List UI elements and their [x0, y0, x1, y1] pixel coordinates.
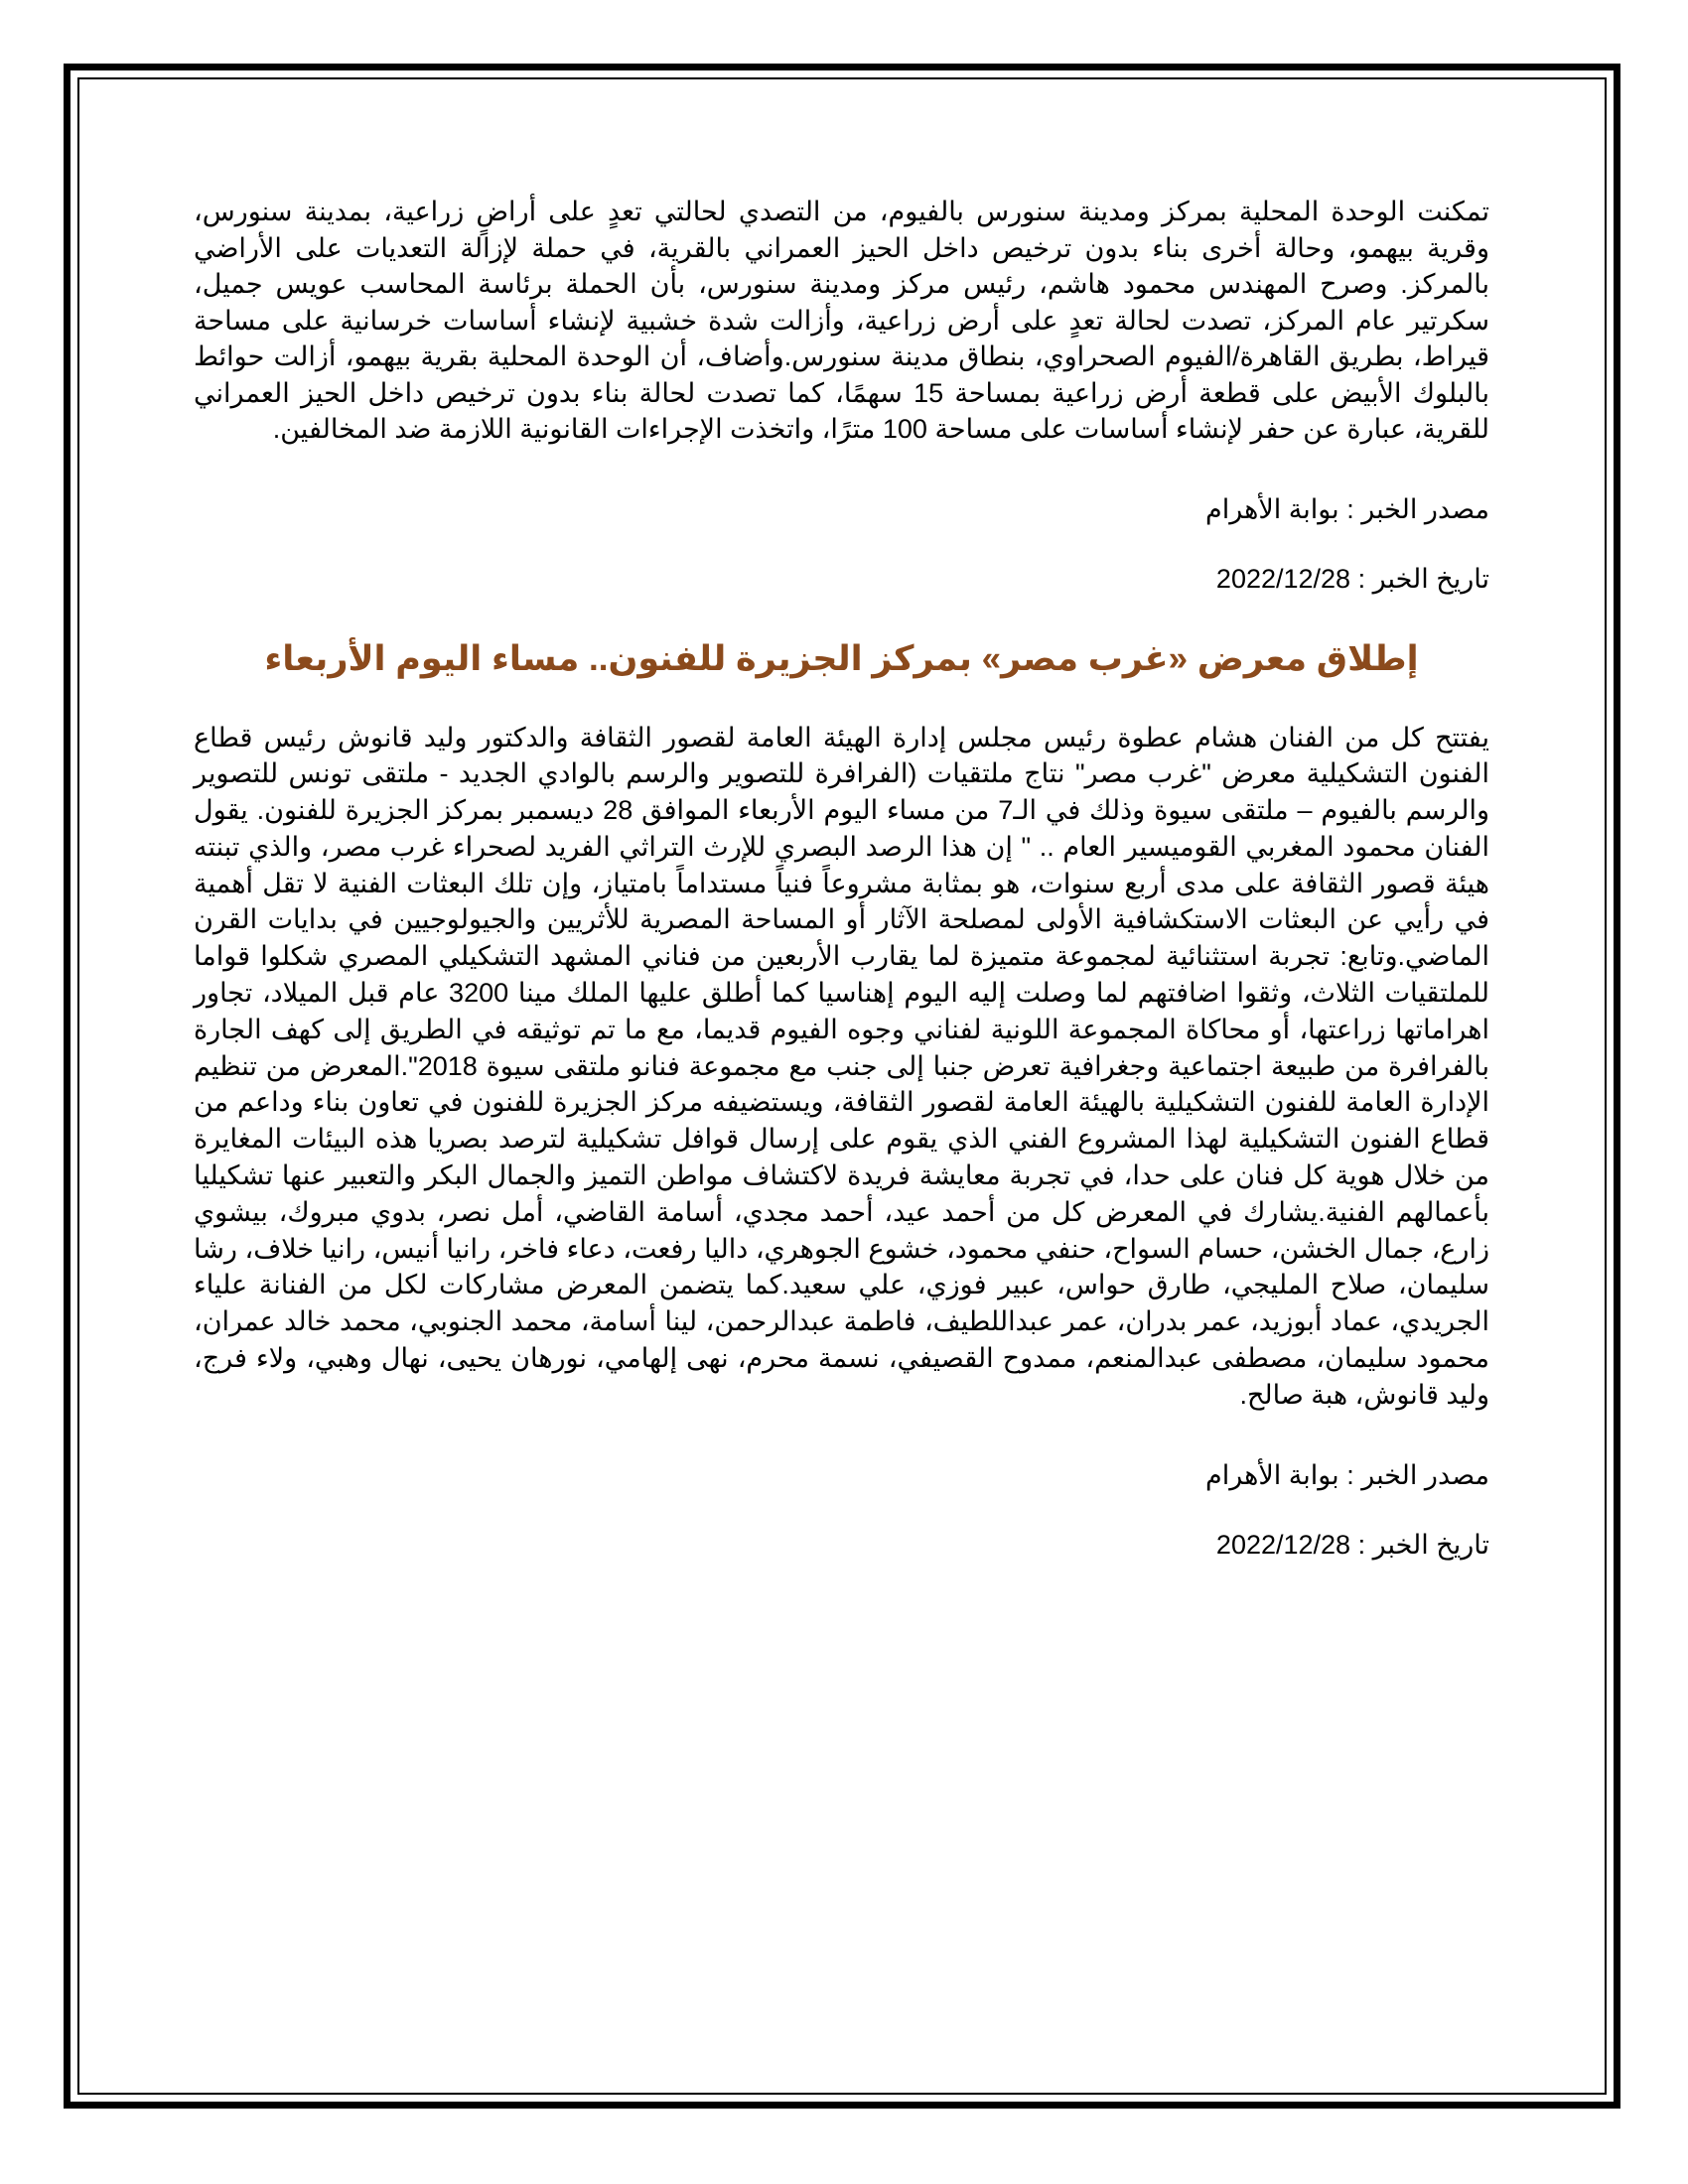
document-content	[194, 194, 1489, 1563]
article-1-source-value: بوابة الأهرام	[1204, 493, 1339, 524]
article-2-date	[194, 1527, 1489, 1563]
article-2-date-label: تاريخ الخبر :	[1350, 1529, 1489, 1560]
article-1-source	[194, 491, 1489, 527]
article-2-source-label: مصدر الخبر :	[1338, 1459, 1489, 1490]
article-1	[194, 194, 1489, 597]
article-2-body: يفتتح كل من الفنان هشام عطوة رئيس مجلس إدارة الهيئة العامة لقصور الثقافة والدكتور وليد قانوش رئيس قطاع الفنون التشكيلية معرض "غرب مصر" نتاج ملتقيات (الفرافرة للتصوير والرسم بالوادي الجديد - ملتقى تونس للتصوير والرسم بالفيوم – ملتقى سيوة وذلك في الـ7 من مساء اليوم الأربعاء الموافق 28 ديسمبر بمركز الجزيرة للفنون. يقول الفنان محمود المغربي القوميسير العام .. " إن هذا الرصد البصري للإرث التراثي الفريد لصحراء غرب مصر، والذي تبنته هيئة قصور الثقافة على مدى أربع سنوات، هو بمثابة مشروعاً فنياً مستداماً بامتياز، وإن تلك البعثات الفنية لا تقل أهمية في رأيي عن البعثات الاستكشافية الأولى لمصلحة الآثار أو المساحة المصرية للأثريين والجيولوجيين في بدايات القرن الماضي.وتابع: تجربة استثنائية لمجموعة متميزة لما يقارب الأربعين من فناني المشهد التشكيلي المصري شكلوا قواما للملتقيات الثلاث، وثقوا اضافتهم لما وصلت إليه اليوم إهناسيا كما أطلق عليها الملك مينا 3200 عام قبل الميلاد، تجاور اهراماتها زراعتها، أو محاكاة المجموعة اللونية لفناني وجوه الفيوم قديما، مع ما تم توثيقه في الطريق إلى كهف الجارة بالفرافرة من طبيعة اجتماعية وجغرافية تعرض جنبا إلى جنب مع مجموعة فنانو ملتقى سيوة 2018".المعرض من تنظيم الإدارة العامة للفنون التشكيلية بالهيئة العامة لقصور الثقافة، ويستضيفه مركز الجزيرة للفنون في تعاون بناء وداعم من قطاع الفنون التشكيلية لهذا المشروع الفني الذي يقوم على إرسال قوافل تشكيلية لترصد بصريا هذه البيئات المغايرة من خلال هوية كل فنان على حدا، في تجربة معايشة فريدة لاكتشاف مواطن التميز والجمال البكر والتعبير عنها تشكيليا بأعمالهم الفنية.يشارك في المعرض كل من أحمد عيد، أحمد مجدي، أسامة القاضي، أمل نصر، بدوي مبروك، بيشوي زارع، جمال الخشن، حسام السواح، حنفي محمود، خشوع الجوهري، داليا رفعت، دعاء فاخر، رانيا أنيس، رانيا خلاف، رشا سليمان، صلاح المليجي، طارق حواس، عبير فوزي، علي سعيد.كما يتضمن المعرض مشاركات لكل من الفنانة علياء الجريدي، عماد أبوزيد، عمر بدران، عمر عبداللطيف، فاطمة عبدالرحمن، لينا أسامة، محمد الجنوبي، محمد خالد عمران، محمود سليمان، مصطفى عبدالمنعم، ممدوح القصيفي، نسمة محرم، نهى إلهامي، نورهان يحيى، نهال وهبي، ولاء فرج، وليد قانوش، هبة صالح.	[194, 722, 1490, 1410]
article-1-source-label: مصدر الخبر :	[1338, 493, 1489, 524]
article-1-date-value: 2022/12/28	[1215, 563, 1351, 594]
article-1-date	[194, 561, 1489, 597]
article-2	[194, 636, 1489, 1563]
article-2-source-value: بوابة الأهرام	[1204, 1459, 1339, 1490]
article-1-body: تمكنت الوحدة المحلية بمركز ومدينة سنورس بالفيوم، من التصدي لحالتي تعدٍ على أراضٍ زراعية، بمدينة سنورس، وقرية بيهمو، وحالة أخرى بناء بدون ترخيص داخل الحيز العمراني بالقرية، في حملة لإزالة التعديات على الأراضي بالمركز. وصرح المهندس محمود هاشم، رئيس مركز ومدينة سنورس، بأن الحملة برئاسة المحاسب عويس جميل، سكرتير عام المركز، تصدت لحالة تعدٍ على أرض زراعية، وأزالت شدة خشبية لإنشاء أساسات خرسانية على مساحة قيراط، بطريق القاهرة/الفيوم الصحراوي، بنطاق مدينة سنورس.وأضاف، أن الوحدة المحلية بقرية بيهمو، أزالت حوائط بالبلوك الأبيض على قطعة أرض زراعية بمساحة 15 سهمًا، كما تصدت لحالة بناء بدون ترخيص داخل الحيز العمراني للقرية، عبارة عن حفر لإنشاء أساسات على مساحة 100 مترًا، واتخذت الإجراءات القانونية اللازمة ضد المخالفين.	[194, 197, 1489, 444]
article-2-headline: إطلاق معرض «غرب مصر» بمركز الجزيرة للفنون.. مساء اليوم الأربعاء	[264, 638, 1419, 678]
article-2-source	[194, 1457, 1489, 1493]
article-1-date-label: تاريخ الخبر :	[1350, 563, 1489, 594]
article-2-date-value: 2022/12/28	[1215, 1529, 1351, 1560]
